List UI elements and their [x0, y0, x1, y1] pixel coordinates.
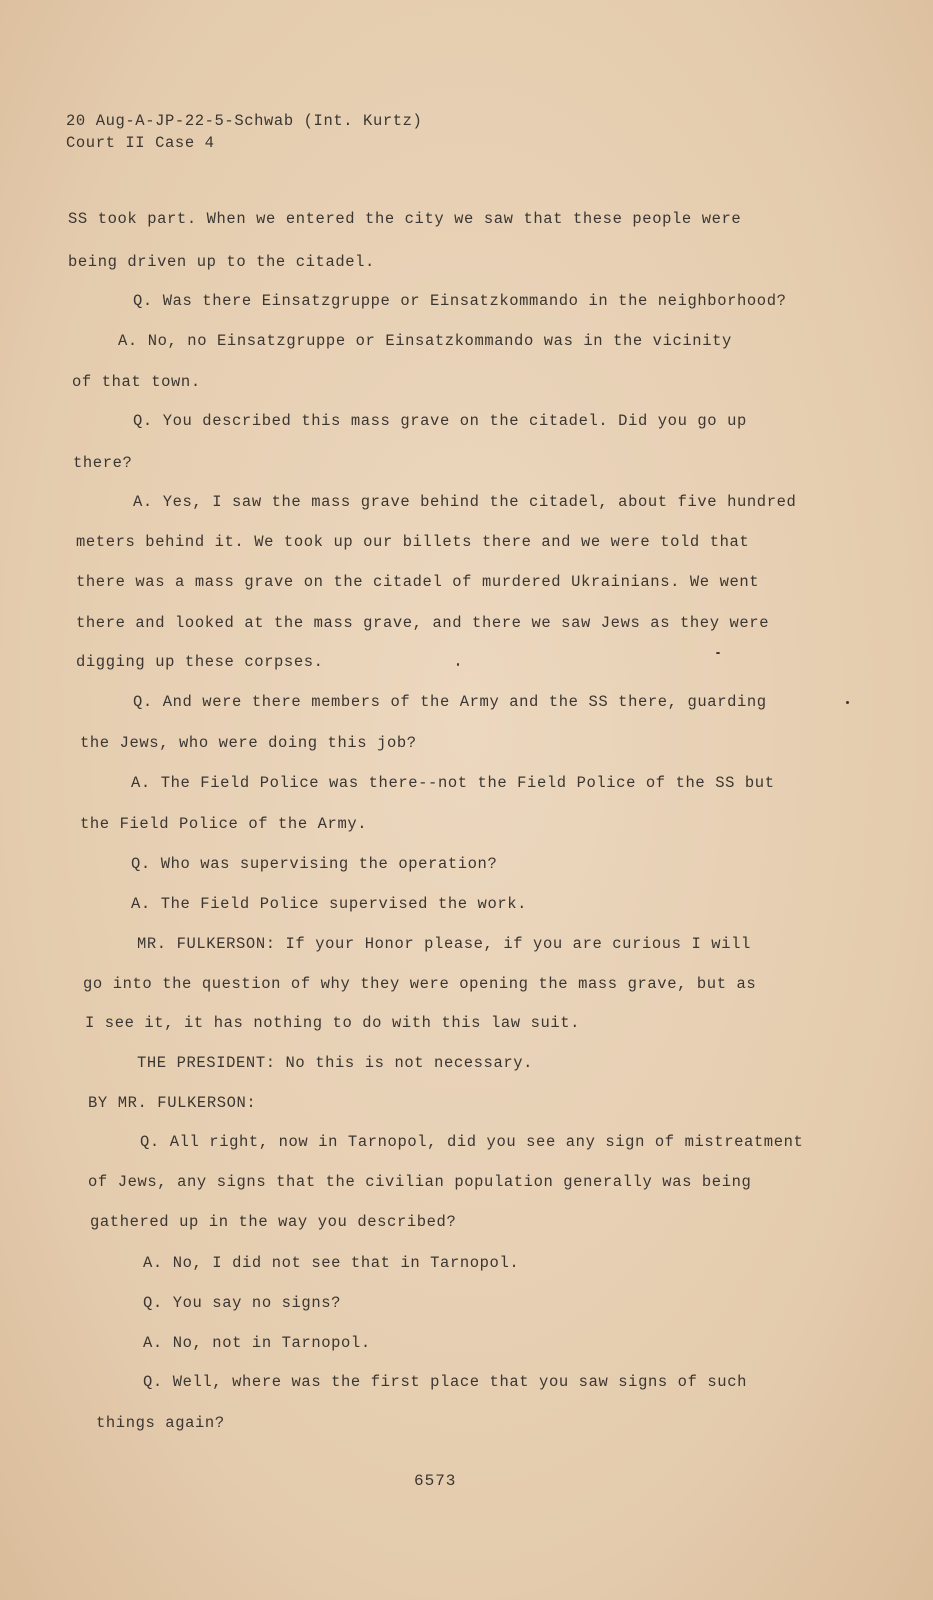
body-line: MR. FULKERSON: If your Honor please, if you are curious I will — [137, 935, 751, 953]
body-line: the Field Police of the Army. — [80, 815, 368, 833]
body-line: A. No, not in Tarnopol. — [143, 1334, 371, 1352]
ink-speck — [716, 652, 720, 654]
body-line: I see it, it has nothing to do with this law suit. — [85, 1014, 581, 1032]
body-line: there and looked at the mass grave, and there we saw Jews as they were — [76, 614, 770, 632]
body-line: THE PRESIDENT: No this is not necessary. — [137, 1054, 534, 1072]
body-line: Q. Well, where was the first place that you saw signs of such — [143, 1373, 747, 1391]
body-line: BY MR. FULKERSON: — [88, 1094, 257, 1112]
header-line-2: Court II Case 4 — [66, 134, 215, 152]
body-line: Q. All right, now in Tarnopol, did you see any sign of mistreatment — [140, 1133, 804, 1151]
body-line: the Jews, who were doing this job? — [80, 734, 417, 752]
ink-speck — [846, 701, 849, 704]
body-line: A. The Field Police was there--not the Field Police of the SS but — [131, 774, 775, 792]
header-line-1: 20 Aug-A-JP-22-5-Schwab (Int. Kurtz) — [66, 112, 423, 130]
body-line: there was a mass grave on the citadel of murdered Ukrainians. We went — [76, 573, 760, 591]
body-line: A. Yes, I saw the mass grave behind the citadel, about five hundred — [133, 493, 797, 511]
body-line: meters behind it. We took up our billets there and we were told that — [76, 533, 750, 551]
body-line: SS took part. When we entered the city we saw that these people were — [68, 210, 742, 228]
body-line: Q. Was there Einsatzgruppe or Einsatzkommando in the neighborhood? — [133, 292, 787, 310]
page-number: 6573 — [414, 1472, 457, 1490]
body-line: Q. Who was supervising the operation? — [131, 855, 498, 873]
body-line: go into the question of why they were opening the mass grave, but as — [83, 975, 757, 993]
body-line: being driven up to the citadel. — [68, 253, 375, 271]
body-line: Q. You described this mass grave on the citadel. Did you go up — [133, 412, 747, 430]
body-line: things again? — [96, 1414, 225, 1432]
body-line: A. No, I did not see that in Tarnopol. — [143, 1254, 520, 1272]
body-line: digging up these corpses. — [76, 653, 324, 671]
body-line: there? — [73, 454, 133, 472]
body-line: of Jews, any signs that the civilian population generally was being — [88, 1173, 752, 1191]
body-line: of that town. — [72, 373, 201, 391]
body-line: gathered up in the way you described? — [90, 1213, 457, 1231]
body-line: A. No, no Einsatzgruppe or Einsatzkommando was in the vicinity — [118, 332, 732, 350]
body-line: Q. And were there members of the Army and the SS there, guarding — [133, 693, 767, 711]
ink-speck — [457, 663, 459, 666]
body-line: Q. You say no signs? — [143, 1294, 342, 1312]
body-line: A. The Field Police supervised the work. — [131, 895, 528, 913]
